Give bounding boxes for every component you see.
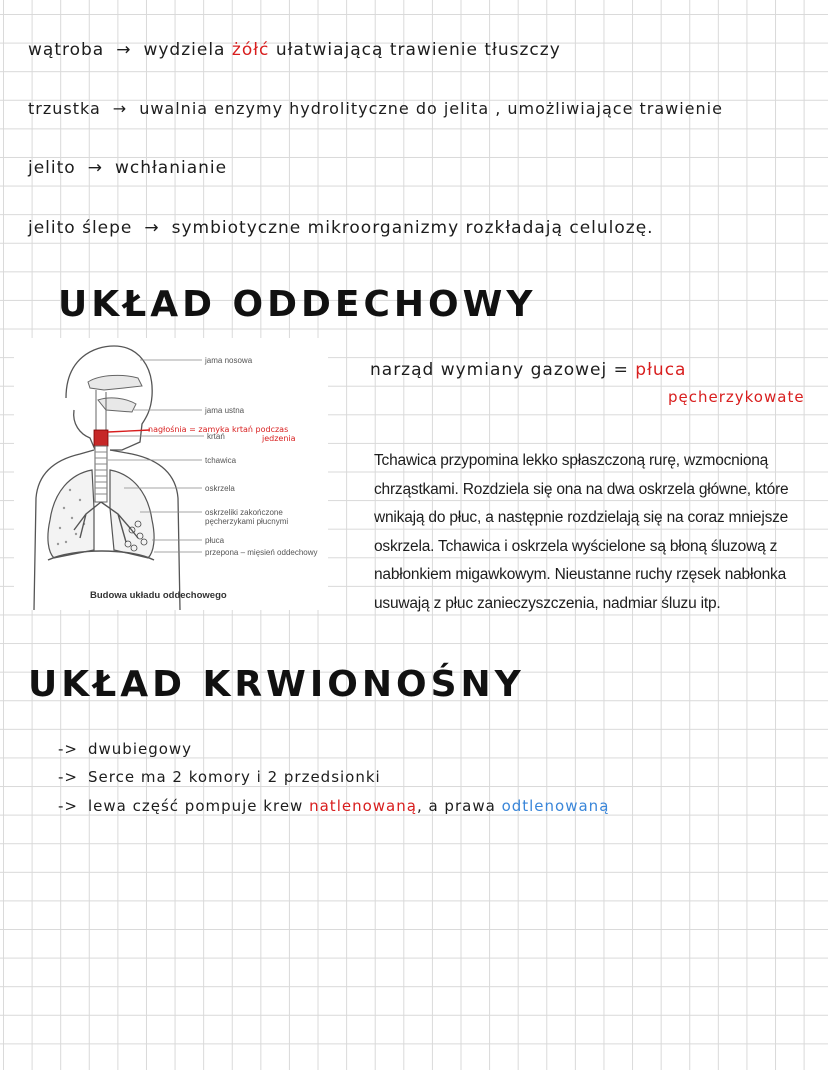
gas-exchange-value-2: pęcherzykowate (668, 388, 805, 406)
bullet-text-mid: , a prawa (416, 797, 496, 815)
bullet-text: lewa część pompuje krew (88, 797, 304, 815)
label-bronchioles-2: pęcherzykami płucnymi (205, 517, 289, 526)
bullet-item (58, 797, 609, 815)
label-bronchioles: oskrzeliki zakończone (205, 508, 283, 517)
figure-caption: Budowa układu oddechowego (90, 590, 227, 601)
label-trachea: tchawica (205, 456, 237, 465)
oxygenated-text: natlenowaną (309, 797, 417, 815)
note-text: ułatwiającą trawienie tłuszczy (275, 40, 561, 60)
note-cecum (28, 218, 654, 238)
pharynx (96, 390, 106, 430)
gas-exchange-label: narząd wymiany gazowej = (370, 360, 629, 380)
trachea (95, 446, 107, 502)
arrow-icon: → (144, 218, 160, 238)
bullet-text: Serce ma 2 komory i 2 przedsionki (88, 768, 381, 786)
respiratory-diagram (14, 338, 328, 610)
jaw-outline (74, 410, 96, 452)
arrow-icon: → (87, 158, 103, 178)
oral-cavity (98, 398, 136, 412)
gas-exchange-note (370, 360, 686, 380)
bullet-arrow-icon: -> (58, 797, 78, 815)
nasal-cavity (88, 375, 142, 390)
gas-exchange-value: płuca (635, 360, 687, 380)
arrow-icon: → (112, 99, 128, 118)
note-pancreas (28, 99, 723, 118)
note-text: wchłanianie (114, 158, 228, 178)
right-lung (110, 470, 154, 558)
note-text: wydziela (143, 40, 226, 60)
bullet-item (58, 740, 192, 758)
note-liver (28, 40, 561, 60)
organ-label: jelito (28, 158, 76, 178)
arrow-icon: → (116, 40, 132, 60)
larynx-mark (94, 430, 108, 446)
label-bronchi: oskrzela (205, 484, 235, 493)
heading-respiratory: UKŁAD ODDECHOWY (58, 284, 537, 325)
annotation-epiglottis: nagłośnia = zamyka krtań podczas (148, 425, 289, 434)
bullet-arrow-icon: -> (58, 740, 78, 758)
note-intestine (28, 158, 227, 178)
label-nasal: jama nosowa (205, 356, 253, 365)
bullet-text: dwubiegowy (88, 740, 193, 758)
note-text: uwalnia enzymy hydrolityczne do jelita , umożliwiające trawienie (139, 99, 723, 118)
label-diaphragm: przepona – mięsień oddechowy (205, 548, 318, 557)
respiratory-figure (14, 338, 328, 610)
trachea-paragraph: Tchawica przypomina lekko spłaszczoną rurę, wzmocnioną chrząstkami. Rozdziela się ona na dwa oskrzela główne, które wnikają do płuc, a następnie rozdzielają się na coraz mniejsze oskrzela. Tchawica i oskrzela wyścielone są błoną śluzową z nabłonkiem migawkowym. Nieustanne ruchy rzęsek nabłonka usuwają z płuc zanieczyszczenia, nadmiar śluzu itp. (374, 452, 789, 612)
bullet-arrow-icon: -> (58, 768, 78, 786)
annotation-line (108, 430, 150, 432)
label-larynx: krtań (207, 432, 225, 441)
organ-label: wątroba (28, 40, 105, 60)
label-lungs: płuca (205, 536, 225, 545)
label-oral: jama ustna (205, 406, 245, 415)
highlight-text: żółć (231, 40, 270, 60)
heading-circulatory: UKŁAD KRWIONOŚNY (28, 664, 525, 705)
organ-label: jelito ślepe (28, 218, 133, 238)
bullet-item (58, 768, 381, 786)
note-text: symbiotyczne mikroorganizmy rozkładają celulozę. (171, 218, 654, 238)
organ-label: trzustka (28, 99, 101, 118)
annotation-epiglottis-2: jedzenia (262, 434, 296, 443)
deoxygenated-text: odtlenowaną (501, 797, 610, 815)
